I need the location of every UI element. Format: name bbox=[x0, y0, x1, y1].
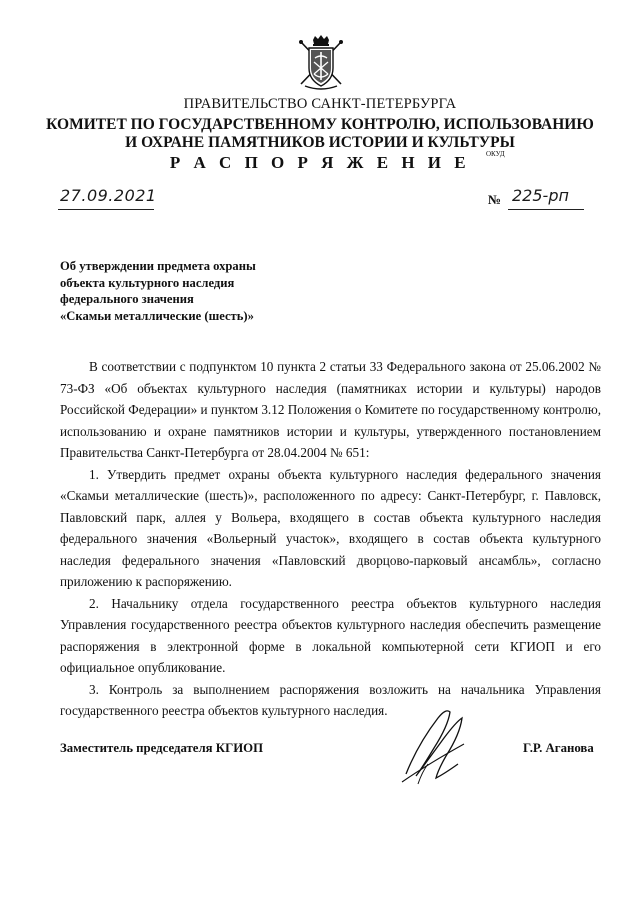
subject-line: федерального значения bbox=[60, 292, 194, 306]
committee-title-line1: КОМИТЕТ ПО ГОСУДАРСТВЕННОМУ КОНТРОЛЮ, ИСПОЛЬЗОВАНИЮ bbox=[46, 116, 594, 133]
body-paragraph-item2: 2. Начальнику отдела государственного реестра объектов культурного наследия Управления государственного реестра объектов культурного наследия обеспечить размещение распоряжения в электронной форме в локальной компьютерной сети КГИОП и его официальное опубликование. bbox=[60, 595, 601, 675]
document-subject bbox=[60, 258, 320, 324]
subject-line: Об утверждении предмета охраны bbox=[60, 259, 256, 273]
government-title: ПРАВИТЕЛЬСТВО САНКТ-ПЕТЕРБУРГА bbox=[183, 96, 457, 112]
document-type: Р А С П О Р Я Ж Е Н И Е bbox=[169, 153, 471, 172]
document-number: 225-рп bbox=[512, 186, 569, 205]
body-paragraph-item1: 1. Утвердить предмет охраны объекта культурного наследия федерального значения «Скамьи металлические (шесть)», расположенного по адресу: Санкт-Петербург, г. Павловск, Павловский парк, аллея у Вольера, входящего в состав объекта культурного наследия федерального значения «Вольерный участок», входящего в состав объекта культурного наследия федерального значения «Павловский дворцово-парковый ансамбль», согласно приложению к распоряжению. bbox=[60, 466, 601, 589]
committee-title bbox=[0, 116, 640, 152]
subject-line: объекта культурного наследия bbox=[60, 275, 235, 290]
subject-line: «Скамьи металлические (шесть)» bbox=[60, 308, 254, 323]
document-date: 27.09.2021 bbox=[60, 186, 157, 205]
committee-title-line2: И ОХРАНЕ ПАМЯТНИКОВ ИСТОРИИ И КУЛЬТУРЫ bbox=[125, 134, 515, 151]
number-label: № bbox=[488, 192, 502, 207]
okud-label: ОКУД bbox=[486, 150, 505, 158]
date-underline bbox=[58, 209, 154, 210]
signer-name: Г.Р. Аганова bbox=[523, 741, 594, 755]
body-paragraph-preamble: В соответствии с подпунктом 10 пункта 2 статьи 33 Федерального закона от 25.06.2002 № 73-ФЗ «Об объектах культурного наследия (памятниках истории и культуры) народов Российской Федерации» и пунктом 3.12 Положения о Комитете по государственному контролю, использованию и охране памятников истории и культуры, утвержденного постановлением Правительства Санкт-Петербурга от 28.04.2004 № 651: bbox=[60, 359, 601, 460]
coat-of-arms-icon bbox=[295, 34, 347, 92]
number-underline bbox=[508, 209, 584, 210]
signer-position: Заместитель председателя КГИОП bbox=[60, 741, 264, 755]
document-body bbox=[60, 356, 601, 722]
signature-icon bbox=[398, 704, 476, 788]
body-paragraph-item3: 3. Контроль за выполнением распоряжения возложить на начальника Управления государственного реестра объектов культурного наследия. bbox=[60, 681, 601, 718]
